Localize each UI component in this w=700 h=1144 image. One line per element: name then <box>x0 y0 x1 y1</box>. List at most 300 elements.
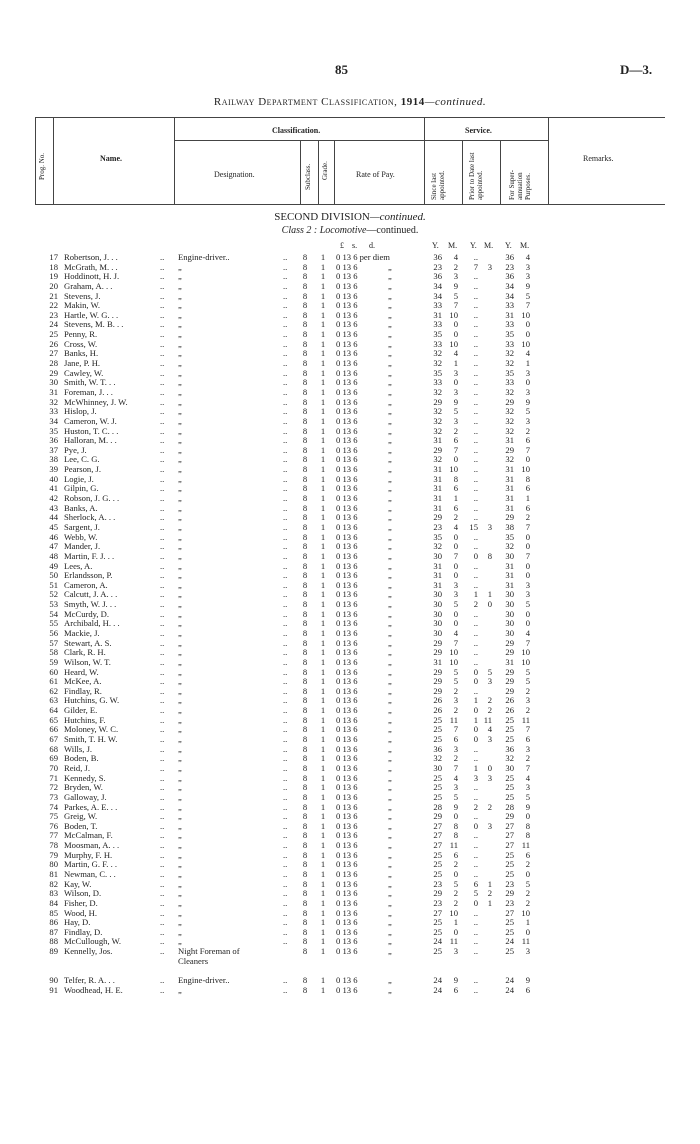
employee-name: Martin, F. J. . . <box>64 550 115 561</box>
subclass: 8 <box>302 705 308 716</box>
leader-dots: .. <box>160 338 165 349</box>
super-months: 6 <box>525 734 530 745</box>
leader-dots: .. <box>160 377 165 388</box>
since-years: 23 <box>433 261 442 272</box>
designation: „ <box>178 541 182 552</box>
leader-dots: .. <box>160 560 165 571</box>
employee-name: Reid, J. <box>64 762 91 773</box>
rule-super <box>548 117 549 204</box>
rate-of-pay: 0 13 6 <box>336 849 358 860</box>
prog-no: 87 <box>49 926 58 937</box>
leader-dots: .. <box>283 666 288 677</box>
since-years: 25 <box>433 724 442 735</box>
since-years: 27 <box>433 830 442 841</box>
ditto-mark: „ <box>388 386 392 397</box>
leader-dots: .. <box>283 975 288 986</box>
designation: „ <box>178 656 182 667</box>
grade: 1 <box>320 897 326 908</box>
rate-of-pay: 0 13 6 <box>336 309 358 320</box>
rate-of-pay: 0 13 6 <box>336 464 358 475</box>
since-years: 32 <box>433 386 442 397</box>
rate-of-pay: 0 13 6 <box>336 435 358 446</box>
super-months: 10 <box>521 656 530 667</box>
super-years: 25 <box>505 734 514 745</box>
since-years: 25 <box>433 791 442 802</box>
leader-dots: .. <box>160 782 165 793</box>
employee-name: Parkes, A. E. . . <box>64 801 118 812</box>
designation: „ <box>178 473 182 484</box>
prog-no: 83 <box>49 888 58 899</box>
since-months: 2 <box>453 512 458 523</box>
leader-dots: .. <box>160 252 165 262</box>
designation: Cleaners <box>178 955 209 966</box>
leader-dots: .. <box>283 608 288 619</box>
super-years: 25 <box>505 849 514 860</box>
since-years: 31 <box>433 435 442 446</box>
ditto-mark: „ <box>388 840 392 851</box>
subclass: 8 <box>302 801 308 812</box>
prog-no: 65 <box>49 714 58 725</box>
subclass: 8 <box>302 521 308 532</box>
designation: „ <box>178 493 182 504</box>
subclass: 8 <box>302 830 308 841</box>
leader-dots: .. <box>283 358 288 369</box>
employee-name: Halloran, M. . . <box>64 435 117 446</box>
prog-no: 50 <box>49 570 58 581</box>
designation: „ <box>178 820 182 831</box>
super-months: 8 <box>525 830 530 841</box>
super-months: 7 <box>525 724 530 735</box>
designation: „ <box>178 907 182 918</box>
since-years: 32 <box>433 415 442 426</box>
employee-name: Logie, J. <box>64 473 94 484</box>
since-months: 5 <box>453 676 458 687</box>
since-months: 10 <box>449 647 458 658</box>
prior-years: .. <box>473 917 478 928</box>
header-bottom-rule <box>35 204 665 205</box>
since-months: 1 <box>453 917 458 928</box>
rate-of-pay: 0 13 6 <box>336 936 358 947</box>
leader-dots: .. <box>160 859 165 870</box>
leader-dots: .. <box>283 782 288 793</box>
employee-name: Cameron, A. <box>64 579 108 590</box>
super-years: 25 <box>505 791 514 802</box>
subclass: 8 <box>302 541 308 552</box>
since-years: 34 <box>433 290 442 301</box>
prior-years: 0 <box>473 705 478 716</box>
rate-of-pay: 0 13 6 <box>336 772 358 783</box>
leader-dots: .. <box>283 714 288 725</box>
rate-of-pay: 0 13 6 <box>336 493 358 504</box>
super-years: 31 <box>505 309 514 320</box>
prior-years: .. <box>473 627 478 638</box>
leader-dots: .. <box>160 743 165 754</box>
since-years: 32 <box>433 753 442 764</box>
leader-dots: .. <box>160 502 165 513</box>
prior-years: .. <box>473 936 478 947</box>
ditto-mark: „ <box>388 782 392 793</box>
since-months: 6 <box>453 483 458 494</box>
prog-no: 37 <box>49 444 58 455</box>
since-years: 24 <box>433 936 442 947</box>
since-years: 27 <box>433 907 442 918</box>
prior-years: 1 <box>473 762 478 773</box>
super-years: 35 <box>505 531 514 542</box>
since-months: 7 <box>453 724 458 735</box>
super-months: 11 <box>521 936 530 947</box>
rate-of-pay: 0 13 6 <box>336 377 358 388</box>
grade: 1 <box>320 570 326 581</box>
prog-no: 75 <box>49 811 58 822</box>
leader-dots: .. <box>283 869 288 879</box>
leader-dots: .. <box>160 599 165 610</box>
grade: 1 <box>320 676 326 687</box>
since-months: 9 <box>453 396 458 407</box>
super-years: 33 <box>505 377 514 388</box>
designation: „ <box>178 367 182 378</box>
ditto-mark: „ <box>388 975 392 986</box>
grade: 1 <box>320 984 326 995</box>
leader-dots: .. <box>160 627 165 638</box>
super-months: 0 <box>525 608 530 619</box>
rate-of-pay: 0 13 6 <box>336 840 358 851</box>
prior-years: 5 <box>473 888 478 899</box>
prog-no: 76 <box>49 820 58 831</box>
subclass: 8 <box>302 695 308 706</box>
ditto-mark: „ <box>388 772 392 783</box>
leader-dots: .. <box>160 791 165 802</box>
subclass: 8 <box>302 936 308 947</box>
prior-months: 4 <box>487 724 492 735</box>
rule-pay <box>424 117 425 204</box>
subclass: 8 <box>302 261 308 272</box>
leader-dots: .. <box>160 618 165 629</box>
employee-name: Penny, R. <box>64 329 98 340</box>
since-years: 36 <box>433 743 442 754</box>
since-months: 7 <box>453 637 458 648</box>
since-months: 6 <box>453 984 458 995</box>
employee-name: Cawley, W. <box>64 367 104 378</box>
prior-years: .. <box>473 656 478 667</box>
prog-no: 43 <box>49 502 58 513</box>
grade: 1 <box>320 695 326 706</box>
prior-years: 7 <box>473 261 478 272</box>
since-years: 31 <box>433 309 442 320</box>
since-years: 25 <box>433 849 442 860</box>
leader-dots: .. <box>160 762 165 773</box>
prior-months: 1 <box>487 589 492 600</box>
leader-dots: .. <box>283 415 288 426</box>
prog-no: 61 <box>49 676 58 687</box>
rate-of-pay: 0 13 6 <box>336 975 358 986</box>
grade: 1 <box>320 907 326 918</box>
designation: „ <box>178 280 182 291</box>
super-years: 32 <box>505 753 514 764</box>
since-years: 29 <box>433 396 442 407</box>
since-years: 29 <box>433 888 442 899</box>
prior-years: .. <box>473 425 478 436</box>
leader-dots: .. <box>160 579 165 590</box>
leader-dots: .. <box>283 435 288 446</box>
rate-of-pay: 0 13 6 <box>336 753 358 764</box>
employee-name: McKee, A. <box>64 676 102 687</box>
since-years: 32 <box>433 406 442 417</box>
prior-years: .. <box>473 782 478 793</box>
ditto-mark: „ <box>388 338 392 349</box>
prior-years: .. <box>473 290 478 301</box>
rate-of-pay: 0 13 6 <box>336 647 358 658</box>
super-years: 24 <box>505 936 514 947</box>
super-months: 4 <box>525 252 530 262</box>
subclass: 8 <box>302 425 308 436</box>
leader-dots: .. <box>283 261 288 272</box>
employee-name: Sherlock, A. . . <box>64 512 116 523</box>
designation: „ <box>178 627 182 638</box>
prior-years: .. <box>473 435 478 446</box>
super-years: 23 <box>505 878 514 889</box>
grade: 1 <box>320 599 326 610</box>
subclass: 8 <box>302 907 308 918</box>
leader-dots: .. <box>283 454 288 465</box>
subclass: 8 <box>302 820 308 831</box>
since-years: 32 <box>433 454 442 465</box>
employee-name: Stevens, J. <box>64 290 101 301</box>
rate-of-pay: 0 13 6 <box>336 319 358 330</box>
since-years: 33 <box>433 319 442 330</box>
ditto-mark: „ <box>388 300 392 311</box>
subclass: 8 <box>302 743 308 754</box>
super-months: 4 <box>525 627 530 638</box>
ditto-mark: „ <box>388 946 392 957</box>
leader-dots: .. <box>160 888 165 899</box>
subclass: 8 <box>302 300 308 311</box>
subclass: 8 <box>302 290 308 301</box>
super-months: 3 <box>525 743 530 754</box>
super-years: 30 <box>505 627 514 638</box>
super-months: 10 <box>521 338 530 349</box>
subclass: 8 <box>302 724 308 735</box>
employee-name: Moosman, A. . . <box>64 840 120 851</box>
grade: 1 <box>320 714 326 725</box>
since-years: 29 <box>433 811 442 822</box>
grade: 1 <box>320 791 326 802</box>
ditto-mark: „ <box>388 290 392 301</box>
prior-years: 0 <box>473 820 478 831</box>
since-years: 25 <box>433 926 442 937</box>
prior-years: .. <box>473 309 478 320</box>
leader-dots: .. <box>283 444 288 455</box>
leader-dots: .. <box>283 676 288 687</box>
prog-no: 86 <box>49 917 58 928</box>
ditto-mark: „ <box>388 396 392 407</box>
prior-months: 3 <box>487 521 492 532</box>
leader-dots: .. <box>160 801 165 812</box>
designation: „ <box>178 406 182 417</box>
since-months: 2 <box>453 888 458 899</box>
subclass: 8 <box>302 338 308 349</box>
grade: 1 <box>320 946 326 957</box>
super-years: 35 <box>505 367 514 378</box>
ditto-mark: „ <box>388 589 392 600</box>
leader-dots: .. <box>160 946 165 957</box>
subclass: 8 <box>302 589 308 600</box>
since-years: 28 <box>433 801 442 812</box>
prior-years: .. <box>473 406 478 417</box>
ditto-mark: „ <box>388 666 392 677</box>
since-months: 10 <box>449 309 458 320</box>
since-months: 0 <box>453 329 458 340</box>
designation: „ <box>178 801 182 812</box>
grade: 1 <box>320 685 326 696</box>
rate-of-pay: 0 13 6 <box>336 695 358 706</box>
designation: „ <box>178 859 182 870</box>
service-rule <box>424 140 548 141</box>
leader-dots: .. <box>160 705 165 716</box>
super-months: 7 <box>525 300 530 311</box>
designation: „ <box>178 386 182 397</box>
super-months: 8 <box>525 473 530 484</box>
division-name: SECOND DIVISION <box>274 211 370 223</box>
grade: 1 <box>320 656 326 667</box>
prog-no: 26 <box>49 338 58 349</box>
designation: „ <box>178 685 182 696</box>
leader-dots: .. <box>283 483 288 494</box>
prog-no: 72 <box>49 782 58 793</box>
rate-of-pay: 0 13 6 <box>336 907 358 918</box>
grade: 1 <box>320 512 326 523</box>
ditto-mark: „ <box>388 435 392 446</box>
prog-no: 18 <box>49 261 58 272</box>
ditto-mark: „ <box>388 425 392 436</box>
grade: 1 <box>320 820 326 831</box>
super-months: 0 <box>525 377 530 388</box>
since-months: 5 <box>453 666 458 677</box>
since-months: 0 <box>453 319 458 330</box>
rule-since <box>462 140 463 204</box>
super-months: 0 <box>525 570 530 581</box>
prior-years: .. <box>473 367 478 378</box>
designation: „ <box>178 521 182 532</box>
subclass: 8 <box>302 975 308 986</box>
since-years: 30 <box>433 618 442 629</box>
designation: „ <box>178 290 182 301</box>
since-years: 33 <box>433 338 442 349</box>
ditto-mark: „ <box>388 849 392 860</box>
leader-dots: .. <box>160 907 165 918</box>
super-months: 2 <box>525 753 530 764</box>
super-years: 28 <box>505 801 514 812</box>
grade: 1 <box>320 753 326 764</box>
designation: „ <box>178 743 182 754</box>
prior-years: .. <box>473 338 478 349</box>
leader-dots: .. <box>283 772 288 783</box>
rate-of-pay: 0 13 6 <box>336 926 358 937</box>
since-years: 32 <box>433 348 442 359</box>
leader-dots: .. <box>283 271 288 282</box>
since-years: 25 <box>433 859 442 870</box>
grade: 1 <box>320 367 326 378</box>
ditto-mark: „ <box>388 358 392 369</box>
rate-of-pay: 0 13 6 <box>336 473 358 484</box>
super-months: 5 <box>525 676 530 687</box>
ditto-mark: „ <box>388 348 392 359</box>
since-years: 33 <box>433 300 442 311</box>
prior-years: .. <box>473 869 478 879</box>
section-title <box>0 211 700 223</box>
subclass: 8 <box>302 869 308 879</box>
employee-name: Telfer, R. A. . . <box>64 975 115 986</box>
leader-dots: .. <box>283 377 288 388</box>
since-months: 7 <box>453 444 458 455</box>
prior-years: .. <box>473 280 478 291</box>
since-years: 34 <box>433 280 442 291</box>
ditto-mark: „ <box>388 676 392 687</box>
super-years: 32 <box>505 454 514 465</box>
grade: 1 <box>320 734 326 745</box>
prog-no: 48 <box>49 550 58 561</box>
leader-dots: .. <box>283 386 288 397</box>
ditto-mark: „ <box>388 579 392 590</box>
prog-no: 45 <box>49 521 58 532</box>
prior-years: 0 <box>473 676 478 687</box>
prog-no: 58 <box>49 647 58 658</box>
designation: „ <box>178 560 182 571</box>
super-years: 33 <box>505 338 514 349</box>
subclass: 8 <box>302 493 308 504</box>
prog-no: 70 <box>49 762 58 773</box>
ditto-mark: „ <box>388 695 392 706</box>
super-years: 32 <box>505 406 514 417</box>
leader-dots: .. <box>160 936 165 947</box>
super-years: 29 <box>505 666 514 677</box>
leader-dots: .. <box>283 762 288 773</box>
super-months: 3 <box>525 695 530 706</box>
years-unit-1: Y. <box>432 241 439 250</box>
rule-name <box>174 117 175 204</box>
prior-months: 3 <box>487 820 492 831</box>
prior-to-date-header: Prior to Date last appointed. <box>468 152 484 200</box>
since-months: 3 <box>453 782 458 793</box>
designation: „ <box>178 570 182 581</box>
since-years: 31 <box>433 560 442 571</box>
leader-dots: .. <box>283 396 288 407</box>
ditto-mark: „ <box>388 724 392 735</box>
grade: 1 <box>320 329 326 340</box>
subclass: 8 <box>302 280 308 291</box>
rate-of-pay: 0 13 6 <box>336 521 358 532</box>
subclass: 8 <box>302 271 308 282</box>
prog-no: 79 <box>49 849 58 860</box>
prog-no: 40 <box>49 473 58 484</box>
ditto-mark: „ <box>388 280 392 291</box>
super-years: 25 <box>505 714 514 725</box>
since-years: 29 <box>433 666 442 677</box>
leader-dots: .. <box>160 656 165 667</box>
leader-dots: .. <box>283 589 288 600</box>
rate-of-pay: 0 13 6 <box>336 917 358 928</box>
employee-name: Heard, W. <box>64 666 99 677</box>
designation: „ <box>178 869 182 879</box>
super-years: 32 <box>505 348 514 359</box>
super-years: 31 <box>505 483 514 494</box>
prior-years: 1 <box>473 714 478 725</box>
super-years: 36 <box>505 743 514 754</box>
since-years: 35 <box>433 329 442 340</box>
prior-years: .. <box>473 907 478 918</box>
ditto-mark: „ <box>388 637 392 648</box>
prior-years: .. <box>473 493 478 504</box>
leader-dots: .. <box>283 791 288 802</box>
